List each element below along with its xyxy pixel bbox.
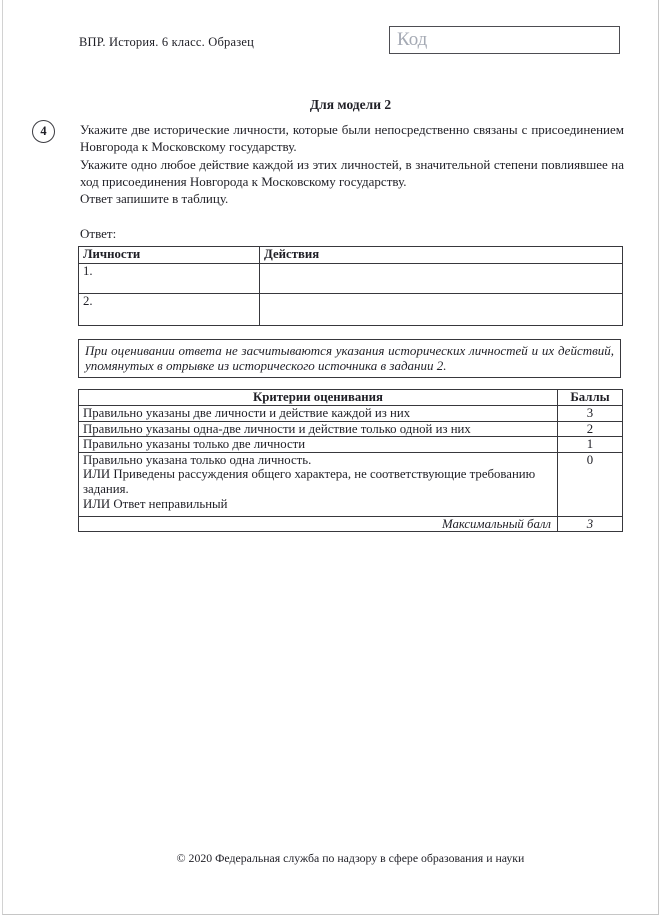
answer-table-row <box>79 294 623 326</box>
grading-note: При оценивании ответа не засчитываются указания исторических личностей и их действий, упомянутых в отрывке из исторического источника в задании 2. <box>78 339 621 378</box>
criterion-score: 0 <box>558 452 623 516</box>
answer-cell-action-1 <box>260 264 623 294</box>
answer-row-number: 2. <box>79 294 260 326</box>
answer-cell-action-2 <box>260 294 623 326</box>
criteria-header-row <box>79 390 623 406</box>
criteria-row <box>79 452 623 516</box>
answer-table-header-row <box>79 247 623 264</box>
criterion-text-multiline <box>79 452 558 516</box>
criterion-score: 2 <box>558 421 623 437</box>
answer-table <box>78 246 623 326</box>
criterion-line: ИЛИ Ответ неправильный <box>83 496 228 511</box>
copyright-footer: © 2020 Федеральная служба по надзору в сфере образования и науки <box>176 851 525 865</box>
criteria-row <box>79 421 623 437</box>
answer-row-number: 1. <box>79 264 260 294</box>
criteria-total-row <box>79 516 623 532</box>
criterion-score: 3 <box>558 406 623 422</box>
answer-label: Ответ: <box>80 226 117 241</box>
criterion-line: Правильно указана только одна личность. <box>83 452 312 467</box>
max-score-value: 3 <box>558 516 623 532</box>
code-field-box <box>389 26 620 54</box>
criteria-row <box>79 406 623 422</box>
code-field-label: Код <box>397 29 428 50</box>
criterion-text: Правильно указаны две личности и действие каждой из них <box>79 406 558 422</box>
question-paragraph: Укажите две исторические личности, которые были непосредственно связаны с присоединением Новгорода к Московскому государству. <box>80 122 624 155</box>
max-score-label: Максимальный балл <box>79 516 558 532</box>
document-header-title: ВПР. История. 6 класс. Образец <box>79 35 255 49</box>
question-paragraph: Укажите одно любое действие каждой из этих личностей, в значительной степени повлиявшее на ход присоединения Новгорода к Московскому государству. <box>80 156 624 189</box>
question-text <box>80 121 624 207</box>
answer-table-header-actions: Действия <box>260 247 623 264</box>
question-number-badge: 4 <box>32 120 55 143</box>
criterion-text: Правильно указаны только две личности <box>79 437 558 453</box>
document-page <box>2 0 659 915</box>
criterion-score: 1 <box>558 437 623 453</box>
criterion-text: Правильно указаны одна-две личности и действие только одной из них <box>79 421 558 437</box>
answer-table-row <box>79 264 623 294</box>
criteria-header-label: Критерии оценивания <box>79 390 558 406</box>
answer-table-header-personalities: Личности <box>79 247 260 264</box>
criteria-table <box>78 389 623 532</box>
criterion-line: ИЛИ Приведены рассуждения общего характера, не соответствующие требованию задания. <box>83 467 536 496</box>
criteria-header-score: Баллы <box>558 390 623 406</box>
question-paragraph: Ответ запишите в таблицу. <box>80 191 229 207</box>
criteria-row <box>79 437 623 453</box>
section-title: Для модели 2 <box>309 97 392 112</box>
